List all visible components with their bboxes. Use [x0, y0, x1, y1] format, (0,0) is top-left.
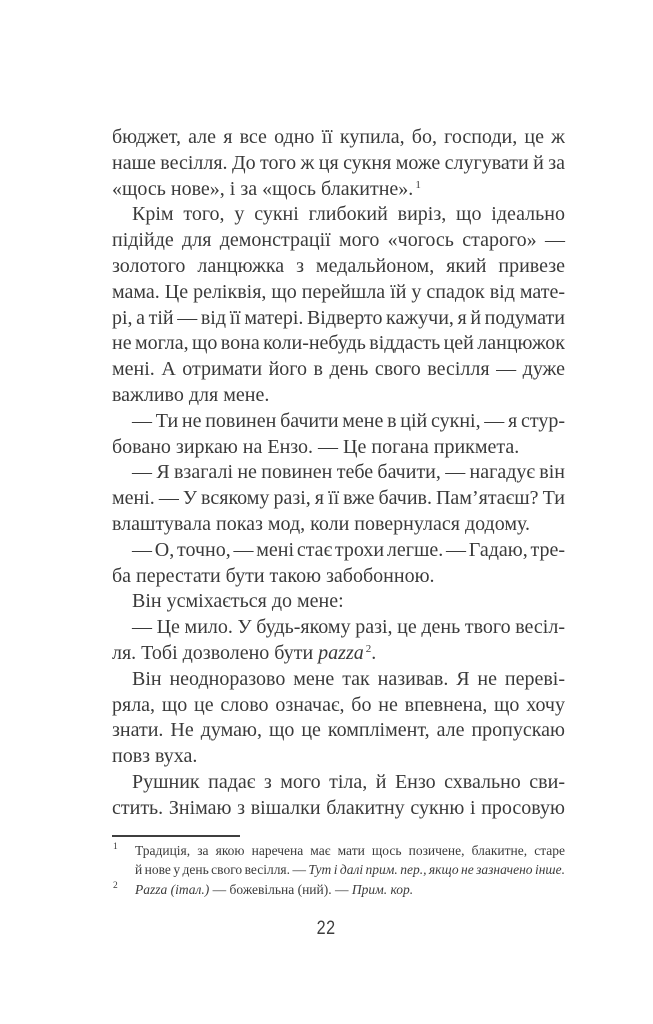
footnotes: [112, 841, 565, 899]
text-line: Він неодноразово мене так називав. Я не переві-: [132, 667, 565, 690]
text-line: Він усміхається до мене:: [132, 590, 344, 613]
text-line: — О, точно, — мені стає трохи легше. — Гадаю, тре-: [132, 538, 565, 561]
footnote-line: й нове у день свого весілля. — Тут і далі прим. пер., якщо не зазначено інше.: [135, 862, 565, 878]
text-line: бюджет, але я все одно її купила, бо, господи, це ж: [112, 126, 565, 148]
text-line: повз вуха.: [112, 745, 198, 768]
text-line: золотого ланцюжка з медальйоном, який привезе: [112, 254, 565, 277]
text-line: рі, а тій — від її матері. Відверто кажучи, я й подумати: [112, 306, 565, 329]
text-line: «щось нове», і за «щось блакитне». $^1$: [112, 177, 421, 200]
text-line: — Ти не повинен бачити мене в цій сукні, — я стур-: [132, 409, 565, 432]
text-line: влаштувала показ мод, коли повернулася додому.: [112, 512, 530, 535]
text-line: мама. Це реліквія, що перейшла їй у спадок від мате-: [112, 280, 565, 303]
italic-term: pazza: [318, 641, 364, 664]
text-line: стить. Знімаю з вішалки блакитну сукню і просовую: [112, 796, 565, 819]
text-line: ряла, що це слово означає, бо не впевнена, що хочу: [112, 693, 565, 716]
text-line: Крім того, у сукні глибокий виріз, що ідеально: [132, 203, 565, 226]
page-number: 22: [317, 918, 336, 939]
text-line: ба перестати бути такою забобонною.: [112, 564, 435, 587]
text-line: важливо для мене.: [112, 383, 270, 406]
text-line: Рушник падає з мого тіла, й Ензо схвально сви-: [132, 770, 565, 793]
footnote-divider: [112, 835, 240, 837]
footnote-ref-1: 1: [415, 178, 421, 191]
text-line: мені. А отримати його в день свого весілля — дуже: [112, 358, 565, 381]
text-line: наше весілля. До того ж ця сукня може слугувати й за: [112, 151, 565, 174]
footnote-marker: 2: [113, 880, 118, 891]
footnote-2: [112, 880, 565, 899]
text-line: — Це мило. У будь-якому разі, це день твого весіл-: [132, 616, 565, 639]
footnote-line: Традиція, за якою наречена має мати щось позичене, блакитне, старе: [135, 843, 565, 858]
text-line: — Я взагалі не повинен тебе бачити, — нагадує він: [132, 461, 565, 484]
text-line: бовано зиркаю на Ензо. — Це погана прикмета.: [112, 435, 520, 458]
body-text: [112, 125, 565, 822]
text-line: знати. Не думаю, що це комплімент, але пропускаю: [112, 719, 565, 742]
footnote-marker: 1: [113, 842, 118, 852]
text-line: підійде для демонстрації мого «чогось старого» —: [112, 229, 565, 252]
footnote-ref-2: 2: [365, 642, 372, 655]
text-line: ля. Тобі дозволено бути pazza $^2$.: [112, 641, 377, 664]
text-line: мені. — У всякому разі, я її вже бачив. Пам’ятаєш? Ти: [112, 487, 565, 510]
footnote-line: Pazza (італ.) — божевільна (ний). — Прим. кор.: [135, 881, 414, 897]
text-line: не могла, що вона коли-небудь віддасть цей ланцюжок: [112, 332, 565, 355]
footnote-1: [112, 841, 565, 880]
